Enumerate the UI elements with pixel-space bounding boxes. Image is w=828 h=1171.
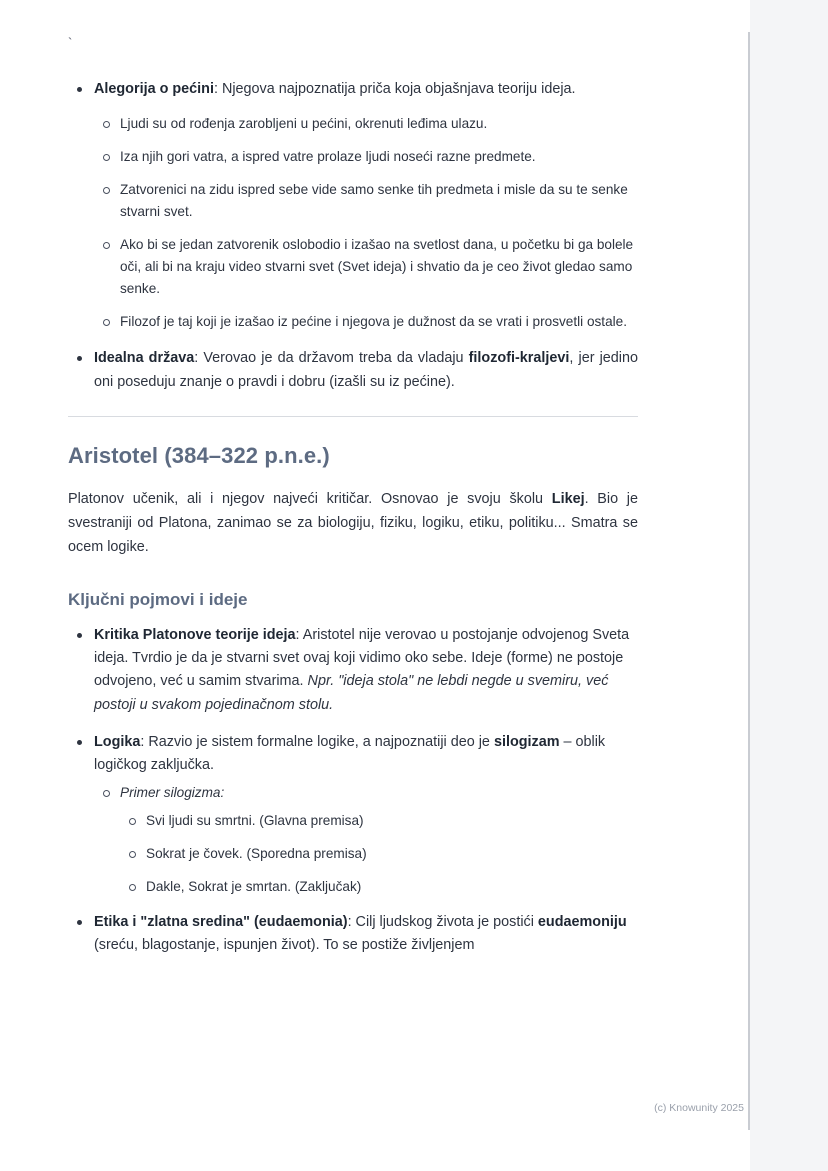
bullet-text: : Njegova najpoznatija priča koja objašnjava teoriju ideja. — [213, 81, 576, 97]
copyright-footer: (c) Knowunity 2025 — [654, 1102, 744, 1114]
sub-item-text: Ako bi se jedan zatvorenik oslobodio i izašao na svetlost dana, u početku bi ga bolele oči, ali bi na kraju video stvarni svet (Svet ideja) i shvatio da je ceo život gledao samo senke. — [120, 237, 634, 297]
scroll-gutter[interactable] — [750, 0, 828, 1171]
bullet-text-a: : Verovao je da državom treba da vladaju — [194, 350, 469, 367]
list-item — [94, 782, 638, 897]
bullet-text-b: , jer jedino oni poseduju znanje o pravdi i dobru (izašli su iz pećine). — [94, 350, 638, 390]
bullet-lead: Etika i "zlatna sredina" (eudaemonia) — [94, 913, 348, 930]
bullet-italic-note: Npr. "ideja stola" ne lebdi negde u svemiru, već postoji u svakom pojedinačnom stolu. — [94, 673, 609, 713]
premise-text: Svi ljudi su smrtni. (Glavna premisa) — [146, 812, 364, 828]
list-item — [120, 876, 638, 897]
aristotel-intro-paragraph — [68, 487, 638, 560]
list-item — [120, 843, 638, 864]
bullet-emphasis: silogizam — [493, 733, 560, 750]
intro-text-a: Platonov učenik, ali i njegov najveći kritičar. Osnovao je svoju školu — [68, 491, 552, 508]
premise-text: Sokrat je čovek. (Sporedna premisa) — [146, 845, 367, 861]
list-item — [94, 113, 638, 135]
page-title: Aristotel (384–322 p.n.e.) — [68, 443, 330, 469]
list-item — [68, 911, 638, 958]
intro-text-b: . Bio je svestraniji od Platona, zanimao se za biologiju, fiziku, logiku, etiku, politiku... Smatra se ocem logike. — [68, 491, 638, 556]
bullet-lead: Alegorija o pećini — [94, 81, 214, 97]
bullet-lead: Kritika Platonove teorije ideja — [94, 626, 296, 643]
bullet-text-b: (sreću, blagostanje, ispunjen život). To se postiže življenjem — [94, 937, 475, 954]
bullet-lead: Idealna država — [94, 350, 195, 367]
list-item — [94, 146, 638, 168]
sub-item-italic-label: Primer silogizma: — [120, 784, 225, 800]
sub-item-text: Zatvorenici na zidu ispred sebe vide samo senke tih predmeta i misle da su te senke stvarni svet. — [120, 182, 628, 220]
sub-item-text: Iza njih gori vatra, a ispred vatre prolaze ljudi noseći razne predmete. — [120, 149, 536, 165]
premise-text: Dakle, Sokrat je smrtan. (Zaključak) — [146, 878, 362, 894]
bullet-text-b: – oblik logičkog zaključka. — [94, 733, 606, 774]
stray-tick-mark: ` — [68, 35, 73, 50]
list-item — [94, 179, 638, 223]
syllogism-premise-list — [120, 810, 638, 897]
list-item — [120, 810, 638, 831]
intro-emphasis: Likej — [551, 491, 585, 508]
platon-bullet-list — [68, 78, 638, 394]
list-item — [68, 347, 638, 394]
sub-item-text: Ljudi su od rođenja zarobljeni u pećini, okrenuti leđima ulazu. — [120, 116, 488, 132]
cave-allegory-sublist — [94, 113, 638, 333]
bullet-emphasis: eudaemoniju — [537, 913, 627, 930]
list-item — [68, 624, 638, 717]
bullet-text-a: : Razvio je sistem formalne logike, a najpoznatiji deo je — [140, 733, 494, 750]
list-item — [94, 311, 638, 333]
page-edge-divider — [748, 32, 750, 1130]
subsection-title: Ključni pojmovi i ideje — [68, 589, 248, 609]
bullet-lead: Logika — [94, 733, 141, 750]
section-divider — [68, 416, 638, 417]
syllogism-sublist — [94, 782, 638, 897]
bullet-text-a: : Cilj ljudskog života je postići — [347, 913, 538, 930]
list-item — [68, 78, 638, 333]
list-item — [94, 234, 638, 300]
aristotel-bullet-list — [68, 624, 638, 958]
document-content — [68, 78, 638, 972]
bullet-emphasis: filozofi-kraljevi — [468, 350, 570, 367]
sub-item-text: Filozof je taj koji je izašao iz pećine i njegova je dužnost da se vrati i prosvetli ostale. — [120, 314, 628, 330]
bullet-text: : Aristotel nije verovao u postojanje odvojenog Sveta ideja. Tvrdio je da je stvarni svet ovaj koji vidimo oko sebe. Ideje (forme) ne postoje odvojeno, već u samim stvarima. — [94, 626, 630, 690]
list-item — [68, 731, 638, 897]
